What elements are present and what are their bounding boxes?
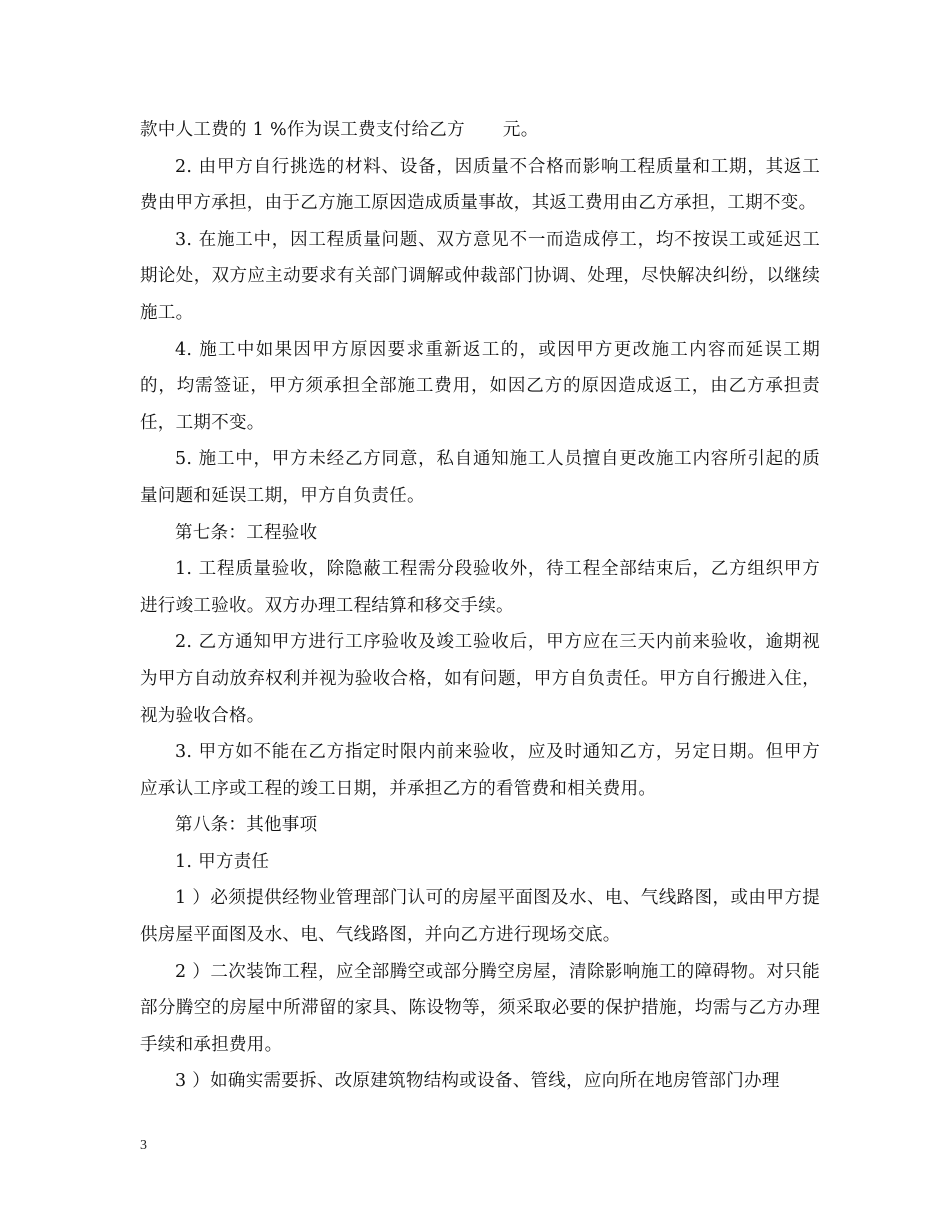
clause-3-disputes: 3. 在施工中，因工程质量问题、双方意见不一而造成停工，均不按误工或延迟工期论处，双方应主动要求有关部门调解或仲裁部门协调、处理，尽快解决纠纷，以继续施工。 (140, 229, 820, 323)
article-8-heading: 第八条：其他事项 (175, 815, 318, 836)
article-8-item-3: 3 ）如确实需要拆、改原建筑物结构或设备、管线，应向所在地房管部门办理 (175, 1071, 780, 1092)
article-7-clause-3: 3. 甲方如不能在乙方指定时限内前来验收，应及时通知乙方，另定日期。但甲方应承认工序或工程的竣工日期，并承担乙方的看管费和相关费用。 (140, 742, 820, 799)
article-8-clause-1-heading: 1. 甲方责任 (175, 851, 270, 872)
article-7-clause-2: 2. 乙方通知甲方进行工序验收及竣工验收后，甲方应在三天内前来验收，逾期视为甲方自动放弃权利并视为验收合格，如有问题，甲方自负责任。甲方自行搬进入住，视为验收合格。 (140, 632, 820, 726)
page-number: 3 (140, 1138, 147, 1153)
clause-2-returns: 2. 由甲方自行挑选的材料、设备，因质量不合格而影响工程质量和工期，其返工费由甲方承担，由于乙方施工原因造成质量事故，其返工费用由乙方承担，工期不变。 (140, 156, 820, 214)
paragraph-text: 款中人工费的 1 %作为误工费支付给乙方 (140, 120, 465, 140)
paragraph-continuation (140, 112, 820, 149)
article-8-item-2: 2 ）二次装饰工程，应全部腾空或部分腾空房屋，清除影响施工的障碍物。对只能部分腾空的房屋中所滞留的家具、陈设物等，须采取必要的保护措施，均需与乙方办理手续和承担费用。 (140, 961, 820, 1055)
article-7-heading: 第七条：工程验收 (175, 522, 318, 543)
document-body (140, 112, 820, 1100)
clause-5-unauthorized-changes: 5. 施工中，甲方未经乙方同意，私自通知施工人员擅自更改施工内容所引起的质量问题和延误工期，甲方自负责任。 (140, 449, 820, 506)
paragraph-tail: 元。 (502, 120, 539, 140)
article-8-item-1: 1 ）必须提供经物业管理部门认可的房屋平面图及水、电、气线路图，或由甲方提供房屋平面图及水、电、气线路图，并向乙方进行现场交底。 (140, 888, 820, 946)
article-7-clause-1: 1. 工程质量验收，除隐蔽工程需分段验收外，待工程全部结束后，乙方组织甲方进行竣工验收。双方办理工程结算和移交手续。 (140, 559, 820, 616)
clause-4-rework: 4. 施工中如果因甲方原因要求重新返工的，或因甲方更改施工内容而延误工期的，均需签证，甲方须承担全部施工费用，如因乙方的原因造成返工，由乙方承担责任，工期不变。 (140, 339, 820, 433)
